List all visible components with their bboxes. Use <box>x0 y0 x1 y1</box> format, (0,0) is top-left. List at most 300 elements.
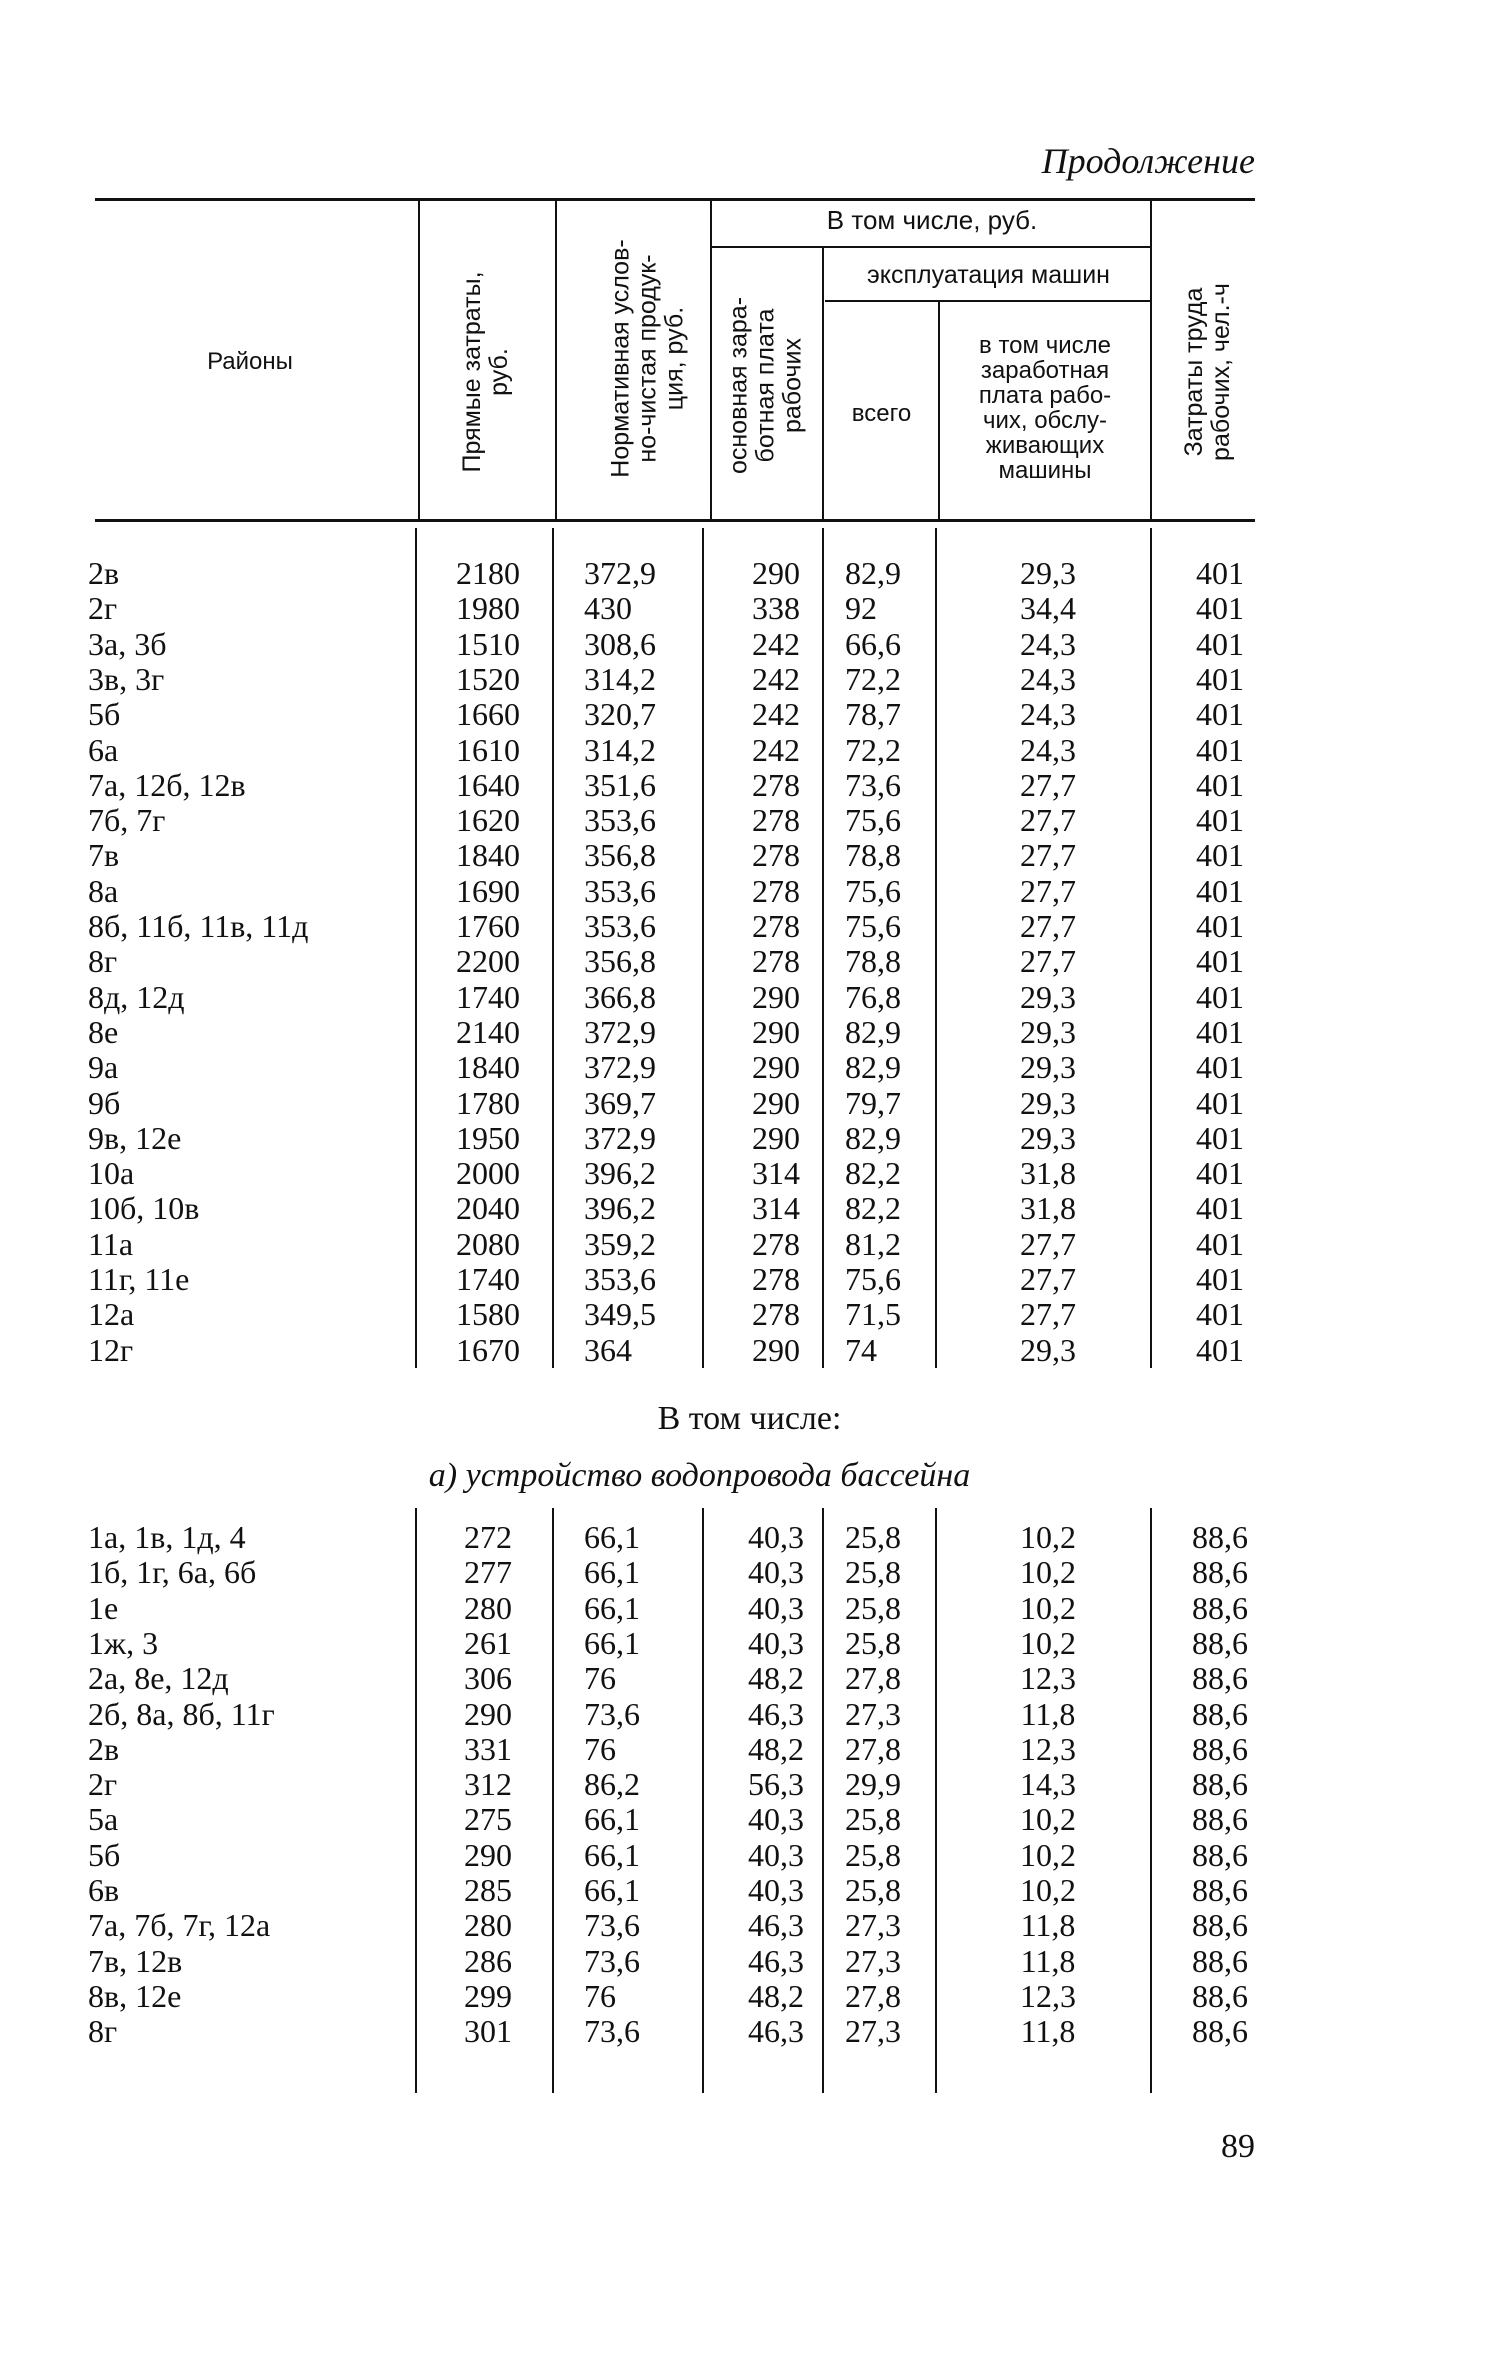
water-table-cell-col1: 312 <box>464 1766 512 1803</box>
main-table-cell-col1: 2200 <box>456 943 520 980</box>
main-table-cell-col5: 27,7 <box>1020 1296 1076 1333</box>
water-table-cell-col0: 5а <box>88 1801 119 1838</box>
water-table-cell-col0: 6в <box>88 1872 120 1908</box>
water-table-cell-col0: 7а, 7б, 7г, 12а <box>88 1907 271 1944</box>
water-table-cell-col1: 286 <box>464 1942 512 1979</box>
main-table-cell-col0: 10а <box>88 1155 135 1192</box>
water-table-cell-col4: 27,8 <box>845 1660 901 1697</box>
main-table-cell-col4: 76,8 <box>845 978 901 1015</box>
main-table-cell-col6: 401 <box>1196 1261 1244 1297</box>
main-table-cell-col2: 430 <box>584 590 632 627</box>
main-table-cell-col4: 72,2 <box>845 660 901 697</box>
main-table-cell-col0: 9б <box>88 1084 121 1121</box>
main-table-cell-col5: 29,3 <box>1020 1119 1076 1156</box>
water-table-cell-col2: 66,1 <box>584 1801 640 1838</box>
main-table-cell-col5: 29,3 <box>1020 1049 1076 1086</box>
main-table-cell-col5: 24,3 <box>1020 731 1076 768</box>
subheader-rule-2 <box>825 300 1152 302</box>
main-table-cell-col2: 308,6 <box>584 625 656 662</box>
water-table-row <box>0 1908 1499 1943</box>
water-table-cell-col2: 66,1 <box>584 1872 640 1908</box>
main-table-cell-col2: 353,6 <box>584 802 656 839</box>
water-table-cell-col4: 25,8 <box>845 1801 901 1838</box>
main-table-cell-col6: 401 <box>1196 625 1244 662</box>
main-table-cell-col6: 401 <box>1196 837 1244 874</box>
water-table-cell-col0: 2а, 8е, 12д <box>88 1660 229 1697</box>
main-table-cell-col5: 29,3 <box>1020 1013 1076 1050</box>
main-table-cell-col5: 29,3 <box>1020 1331 1076 1368</box>
main-table-cell-col4: 81,2 <box>845 1225 901 1262</box>
water-table-row <box>0 1520 1499 1555</box>
main-table-row <box>0 944 1499 979</box>
water-table-row <box>0 1802 1499 1837</box>
water-table-cell-col3: 46,3 <box>748 1907 804 1944</box>
main-table-cell-col1: 1760 <box>456 908 520 944</box>
main-table-cell-col3: 314 <box>752 1155 800 1192</box>
water-table-cell-col2: 76 <box>584 1730 616 1767</box>
main-table-cell-col4: 75,6 <box>845 1261 901 1297</box>
main-table-row <box>0 838 1499 873</box>
water-table-cell-col3: 56,3 <box>748 1766 804 1803</box>
header-base-wage: основная зара- ботная плата рабочих <box>724 296 807 475</box>
water-table-row <box>0 1661 1499 1696</box>
main-table-cell-col3: 290 <box>752 555 800 591</box>
main-table-cell-col6: 401 <box>1196 1331 1244 1368</box>
water-table-cell-col1: 261 <box>464 1624 512 1661</box>
water-table-cell-col6: 88,6 <box>1192 1907 1248 1944</box>
main-table-cell-col2: 349,5 <box>584 1296 656 1333</box>
main-table-row <box>0 1297 1499 1332</box>
water-table-cell-col3: 40,3 <box>748 1519 804 1555</box>
main-table-cell-col2: 372,9 <box>584 555 656 591</box>
main-table-cell-col0: 8г <box>88 943 118 980</box>
main-table-cell-col0: 5б <box>88 696 121 733</box>
main-table-cell-col1: 1980 <box>456 590 520 627</box>
main-table-row <box>0 556 1499 591</box>
main-table-cell-col2: 396,2 <box>584 1190 656 1227</box>
main-table-cell-col6: 401 <box>1196 1119 1244 1156</box>
main-table-cell-col4: 75,6 <box>845 908 901 944</box>
water-table-row <box>0 1732 1499 1767</box>
header-including-title: В том числе, руб. <box>826 205 1038 235</box>
main-table-row <box>0 803 1499 838</box>
main-table-cell-col4: 66,6 <box>845 625 901 662</box>
water-table-cell-col6: 88,6 <box>1192 1942 1248 1979</box>
water-table-cell-col3: 40,3 <box>748 1589 804 1626</box>
water-table-row <box>0 1626 1499 1661</box>
main-table-cell-col3: 338 <box>752 590 800 627</box>
water-table-row <box>0 1697 1499 1732</box>
main-table-cell-col0: 10б, 10в <box>88 1190 200 1227</box>
main-table-cell-col6: 401 <box>1196 731 1244 768</box>
main-table-cell-col6: 401 <box>1196 590 1244 627</box>
main-table-cell-col0: 8д, 12д <box>88 978 185 1015</box>
main-table-row <box>0 768 1499 803</box>
main-table-cell-col0: 3в, 3г <box>88 660 165 697</box>
main-table-cell-col6: 401 <box>1196 1049 1244 1086</box>
page-number: 89 <box>1221 2128 1255 2165</box>
main-table-cell-col0: 3а, 3б <box>88 625 167 662</box>
main-table-cell-col6: 401 <box>1196 1190 1244 1227</box>
main-table-cell-col2: 366,8 <box>584 978 656 1015</box>
main-table-cell-col1: 1740 <box>456 978 520 1015</box>
main-table-cell-col0: 8е <box>88 1013 119 1050</box>
main-table-cell-col1: 1740 <box>456 1261 520 1297</box>
water-table-cell-col4: 27,3 <box>845 1942 901 1979</box>
main-table-row <box>0 697 1499 732</box>
main-table-cell-col0: 7в <box>88 837 120 874</box>
main-table-cell-col6: 401 <box>1196 908 1244 944</box>
water-table-cell-col1: 306 <box>464 1660 512 1697</box>
water-table-cell-col6: 88,6 <box>1192 1589 1248 1626</box>
section-title: В том числе: <box>657 1400 842 1437</box>
water-table-cell-col5: 11,8 <box>1020 1695 1076 1732</box>
water-table-cell-col0: 2г <box>88 1766 118 1803</box>
water-table-cell-col1: 272 <box>464 1519 512 1555</box>
main-table-cell-col0: 6а <box>88 731 119 768</box>
main-table-cell-col4: 82,9 <box>845 555 901 591</box>
water-table-cell-col5: 12,3 <box>1020 1660 1076 1697</box>
water-table-cell-col2: 73,6 <box>584 1942 640 1979</box>
main-table-cell-col4: 82,2 <box>845 1155 901 1192</box>
water-table-cell-col2: 66,1 <box>584 1554 640 1591</box>
main-table-cell-col5: 27,7 <box>1020 766 1076 803</box>
main-table-cell-col6: 401 <box>1196 978 1244 1015</box>
main-table-row <box>0 874 1499 909</box>
water-table-cell-col5: 10,2 <box>1020 1836 1076 1873</box>
main-table-cell-col0: 2в <box>88 555 120 591</box>
water-table-cell-col0: 1е <box>88 1589 119 1626</box>
water-table-cell-col3: 40,3 <box>748 1624 804 1661</box>
main-table-cell-col4: 78,8 <box>845 837 901 874</box>
water-table-row <box>0 1591 1499 1626</box>
water-table-cell-col1: 290 <box>464 1695 512 1732</box>
water-table-cell-col4: 29,9 <box>845 1766 901 1803</box>
water-table-cell-col2: 66,1 <box>584 1589 640 1626</box>
main-table-row <box>0 662 1499 697</box>
main-table-cell-col5: 24,3 <box>1020 625 1076 662</box>
main-table-cell-col4: 82,9 <box>845 1013 901 1050</box>
water-table-cell-col6: 88,6 <box>1192 1695 1248 1732</box>
main-table-cell-col0: 12а <box>88 1296 135 1333</box>
water-table-cell-col3: 40,3 <box>748 1554 804 1591</box>
main-table-row <box>0 909 1499 944</box>
main-table-cell-col1: 1670 <box>456 1331 520 1368</box>
main-table-cell-col3: 290 <box>752 1013 800 1050</box>
water-table-cell-col6: 88,6 <box>1192 1554 1248 1591</box>
main-table-cell-col3: 290 <box>752 1049 800 1086</box>
main-table-cell-col2: 353,6 <box>584 908 656 944</box>
water-table-cell-col0: 5б <box>88 1836 121 1873</box>
main-table-cell-col0: 8а <box>88 872 119 909</box>
water-table-cell-col6: 88,6 <box>1192 1872 1248 1908</box>
main-table-cell-col4: 82,2 <box>845 1190 901 1227</box>
water-table-cell-col2: 73,6 <box>584 1695 640 1732</box>
header-machine-operation: эксплуатация машин <box>867 261 1110 289</box>
water-table-cell-col3: 40,3 <box>748 1872 804 1908</box>
water-table-cell-col6: 88,6 <box>1192 1766 1248 1803</box>
main-table-cell-col3: 290 <box>752 1084 800 1121</box>
main-table-cell-col0: 12г <box>88 1331 134 1368</box>
main-table-cell-col0: 2г <box>88 590 118 627</box>
main-table-cell-col2: 364 <box>584 1331 632 1368</box>
main-table-cell-col6: 401 <box>1196 696 1244 733</box>
main-table-cell-col3: 278 <box>752 943 800 980</box>
water-table-cell-col5: 11,8 <box>1020 2013 1076 2050</box>
subheader-rule-1 <box>712 246 1152 248</box>
main-table-cell-col3: 290 <box>752 1331 800 1368</box>
main-table-cell-col1: 1690 <box>456 872 520 909</box>
main-table-row <box>0 591 1499 626</box>
main-table-cell-col6: 401 <box>1196 1155 1244 1192</box>
water-table-cell-col6: 88,6 <box>1192 1977 1248 2014</box>
main-table-cell-col0: 7а, 12б, 12в <box>88 766 246 803</box>
main-table-cell-col3: 278 <box>752 837 800 874</box>
main-table-cell-col5: 29,3 <box>1020 1084 1076 1121</box>
water-table-cell-col6: 88,6 <box>1192 1730 1248 1767</box>
main-table-cell-col2: 359,2 <box>584 1225 656 1262</box>
water-table-cell-col6: 88,6 <box>1192 1624 1248 1661</box>
water-table-cell-col3: 48,2 <box>748 1977 804 2014</box>
main-table-cell-col2: 356,8 <box>584 837 656 874</box>
water-table-cell-col4: 25,8 <box>845 1554 901 1591</box>
water-table-cell-col6: 88,6 <box>1192 1801 1248 1838</box>
main-table-cell-col5: 29,3 <box>1020 978 1076 1015</box>
main-table-cell-col3: 278 <box>752 1296 800 1333</box>
water-table-cell-col1: 331 <box>464 1730 512 1767</box>
main-table-cell-col0: 8б, 11б, 11в, 11д <box>88 908 309 944</box>
continuation-label: Продолжение <box>1041 141 1255 181</box>
main-table-row <box>0 1333 1499 1368</box>
main-table-cell-col2: 351,6 <box>584 766 656 803</box>
water-table-cell-col5: 10,2 <box>1020 1624 1076 1661</box>
water-table-cell-col3: 40,3 <box>748 1801 804 1838</box>
header-total: всего <box>851 400 912 427</box>
header-labor-costs: Затраты труда рабочих, чел.-ч <box>1180 283 1235 461</box>
main-table-cell-col5: 27,7 <box>1020 943 1076 980</box>
main-table-cell-col6: 401 <box>1196 555 1244 591</box>
main-table-cell-col6: 401 <box>1196 1225 1244 1262</box>
main-table-cell-col6: 401 <box>1196 766 1244 803</box>
main-table-row <box>0 1227 1499 1262</box>
main-table-cell-col3: 242 <box>752 696 800 733</box>
water-table-cell-col6: 88,6 <box>1192 2013 1248 2050</box>
water-table-cell-col1: 301 <box>464 2013 512 2050</box>
main-table-cell-col5: 24,3 <box>1020 660 1076 697</box>
water-table-cell-col0: 8г <box>88 2013 118 2050</box>
water-table-cell-col4: 27,3 <box>845 1907 901 1944</box>
water-table-cell-col4: 25,8 <box>845 1589 901 1626</box>
main-table-cell-col3: 278 <box>752 802 800 839</box>
main-table-row <box>0 1015 1499 1050</box>
header-vline-4 <box>822 248 824 519</box>
header-bottom-rule <box>95 519 1255 522</box>
main-table-cell-col3: 278 <box>752 766 800 803</box>
main-table-cell-col6: 401 <box>1196 660 1244 697</box>
main-table-cell-col5: 27,7 <box>1020 802 1076 839</box>
water-table-cell-col2: 73,6 <box>584 2013 640 2050</box>
main-table-row <box>0 1262 1499 1297</box>
main-table-cell-col1: 2000 <box>456 1155 520 1192</box>
water-table-cell-col5: 12,3 <box>1020 1730 1076 1767</box>
main-table-cell-col1: 2140 <box>456 1013 520 1050</box>
water-table-cell-col4: 27,8 <box>845 1977 901 2014</box>
main-table-cell-col5: 27,7 <box>1020 908 1076 944</box>
main-table-cell-col0: 11а <box>88 1225 134 1262</box>
main-table-cell-col3: 242 <box>752 731 800 768</box>
main-table-cell-col4: 82,9 <box>845 1049 901 1086</box>
main-table-row <box>0 733 1499 768</box>
main-table-cell-col5: 24,3 <box>1020 696 1076 733</box>
main-table-cell-col5: 27,7 <box>1020 837 1076 874</box>
water-table-cell-col0: 7в, 12в <box>88 1942 183 1979</box>
main-table-cell-col3: 278 <box>752 872 800 909</box>
main-table-row <box>0 627 1499 662</box>
main-table-cell-col4: 78,8 <box>845 943 901 980</box>
header-vline-6 <box>1150 201 1152 519</box>
main-table-cell-col5: 27,7 <box>1020 1261 1076 1297</box>
main-table-cell-col1: 1840 <box>456 837 520 874</box>
main-table-cell-col1: 1950 <box>456 1119 520 1156</box>
main-table-cell-col2: 314,2 <box>584 660 656 697</box>
main-table-cell-col1: 1640 <box>456 766 520 803</box>
main-table-cell-col2: 372,9 <box>584 1119 656 1156</box>
main-table-cell-col0: 9а <box>88 1049 119 1086</box>
main-table-cell-col1: 2080 <box>456 1225 520 1262</box>
main-table-row <box>0 1086 1499 1121</box>
water-table-cell-col5: 14,3 <box>1020 1766 1076 1803</box>
water-table-cell-col6: 88,6 <box>1192 1836 1248 1873</box>
main-table-cell-col6: 401 <box>1196 1084 1244 1121</box>
main-table-cell-col3: 290 <box>752 978 800 1015</box>
main-table-cell-col4: 71,5 <box>845 1296 901 1333</box>
main-table-cell-col1: 1610 <box>456 731 520 768</box>
water-table-cell-col0: 2в <box>88 1730 120 1767</box>
main-table-cell-col3: 278 <box>752 1225 800 1262</box>
main-table-row <box>0 1191 1499 1226</box>
main-table-cell-col1: 1660 <box>456 696 520 733</box>
water-table-row <box>0 2014 1499 2049</box>
water-table-cell-col5: 10,2 <box>1020 1801 1076 1838</box>
header-vline-3 <box>710 201 712 519</box>
water-table-cell-col2: 66,1 <box>584 1836 640 1873</box>
main-table-cell-col5: 31,8 <box>1020 1190 1076 1227</box>
water-table-cell-col4: 25,8 <box>845 1836 901 1873</box>
main-table-cell-col0: 9в, 12е <box>88 1119 182 1156</box>
water-table-cell-col3: 46,3 <box>748 1942 804 1979</box>
water-table-cell-col1: 277 <box>464 1554 512 1591</box>
main-table-cell-col1: 1520 <box>456 660 520 697</box>
main-table-cell-col2: 372,9 <box>584 1049 656 1086</box>
main-table-cell-col3: 242 <box>752 660 800 697</box>
main-table-cell-col1: 1840 <box>456 1049 520 1086</box>
water-table-cell-col3: 48,2 <box>748 1660 804 1697</box>
header-direct-costs: Прямые затраты, руб. <box>458 271 513 473</box>
water-table-cell-col3: 48,2 <box>748 1730 804 1767</box>
header-normative-product: Нормативная услов- но-чистая продук- ция, руб. <box>606 239 689 478</box>
water-table-row <box>0 1767 1499 1802</box>
main-table-cell-col3: 242 <box>752 625 800 662</box>
water-table-cell-col2: 66,1 <box>584 1519 640 1555</box>
water-table-cell-col2: 76 <box>584 1977 616 2014</box>
main-table-cell-col5: 27,7 <box>1020 872 1076 909</box>
main-table-cell-col4: 75,6 <box>845 872 901 909</box>
water-table-cell-col0: 1а, 1в, 1д, 4 <box>88 1519 246 1555</box>
water-table-cell-col6: 88,6 <box>1192 1660 1248 1697</box>
water-table-cell-col4: 25,8 <box>845 1624 901 1661</box>
main-table-cell-col6: 401 <box>1196 943 1244 980</box>
water-table-cell-col5: 11,8 <box>1020 1907 1076 1944</box>
water-table-cell-col0: 1б, 1г, 6а, 6б <box>88 1554 257 1591</box>
water-table-cell-col5: 12,3 <box>1020 1977 1076 2014</box>
main-table-cell-col0: 7б, 7г <box>88 802 166 839</box>
main-table-cell-col3: 278 <box>752 1261 800 1297</box>
water-table-cell-col3: 46,3 <box>748 1695 804 1732</box>
main-table-cell-col1: 2180 <box>456 555 520 591</box>
main-table-cell-col2: 353,6 <box>584 872 656 909</box>
main-table-cell-col2: 356,8 <box>584 943 656 980</box>
main-table-cell-col3: 314 <box>752 1190 800 1227</box>
water-table-cell-col4: 25,8 <box>845 1519 901 1555</box>
main-table-cell-col2: 369,7 <box>584 1084 656 1121</box>
main-table-cell-col0: 11г, 11е <box>88 1261 190 1297</box>
main-table-cell-col6: 401 <box>1196 802 1244 839</box>
main-table-cell-col4: 74 <box>845 1331 877 1368</box>
water-table-cell-col5: 10,2 <box>1020 1554 1076 1591</box>
main-table-cell-col4: 72,2 <box>845 731 901 768</box>
water-table-cell-col2: 66,1 <box>584 1624 640 1661</box>
water-table-cell-col2: 73,6 <box>584 1907 640 1944</box>
main-table-cell-col6: 401 <box>1196 872 1244 909</box>
section-subtitle: а) устройство водопровода бассейна <box>428 1457 971 1494</box>
main-table-cell-col2: 320,7 <box>584 696 656 733</box>
main-table-cell-col1: 1780 <box>456 1084 520 1121</box>
main-table-row <box>0 1121 1499 1156</box>
main-table-cell-col5: 31,8 <box>1020 1155 1076 1192</box>
water-table-cell-col4: 27,8 <box>845 1730 901 1767</box>
main-table-cell-col2: 314,2 <box>584 731 656 768</box>
main-table-cell-col4: 79,7 <box>845 1084 901 1121</box>
main-table-cell-col6: 401 <box>1196 1013 1244 1050</box>
main-table-cell-col3: 278 <box>752 908 800 944</box>
water-table-cell-col1: 275 <box>464 1801 512 1838</box>
main-table-cell-col4: 78,7 <box>845 696 901 733</box>
main-table-cell-col1: 2040 <box>456 1190 520 1227</box>
water-table-row <box>0 1873 1499 1908</box>
header-vline-2 <box>555 201 557 519</box>
water-table-cell-col3: 46,3 <box>748 2013 804 2050</box>
water-table-cell-col0: 8в, 12е <box>88 1977 182 2014</box>
main-table-cell-col2: 353,6 <box>584 1261 656 1297</box>
main-table-cell-col5: 27,7 <box>1020 1225 1076 1262</box>
main-table-cell-col1: 1580 <box>456 1296 520 1333</box>
water-table-cell-col4: 27,3 <box>845 1695 901 1732</box>
main-table-cell-col1: 1510 <box>456 625 520 662</box>
header-incl-wage: в том числе заработная плата рабо- чих, обслу- живающих машины <box>978 332 1112 484</box>
water-table-cell-col2: 86,2 <box>584 1766 640 1803</box>
main-table-cell-col4: 73,6 <box>845 766 901 803</box>
water-table-cell-col1: 280 <box>464 1907 512 1944</box>
header-districts: Районы <box>207 348 293 375</box>
main-table-cell-col2: 372,9 <box>584 1013 656 1050</box>
water-table-cell-col6: 88,6 <box>1192 1519 1248 1555</box>
water-table-cell-col4: 25,8 <box>845 1872 901 1908</box>
water-table-row <box>0 1838 1499 1873</box>
water-table-cell-col2: 76 <box>584 1660 616 1697</box>
main-table-row <box>0 980 1499 1015</box>
main-table-cell-col1: 1620 <box>456 802 520 839</box>
header-top-rule <box>95 198 1255 201</box>
